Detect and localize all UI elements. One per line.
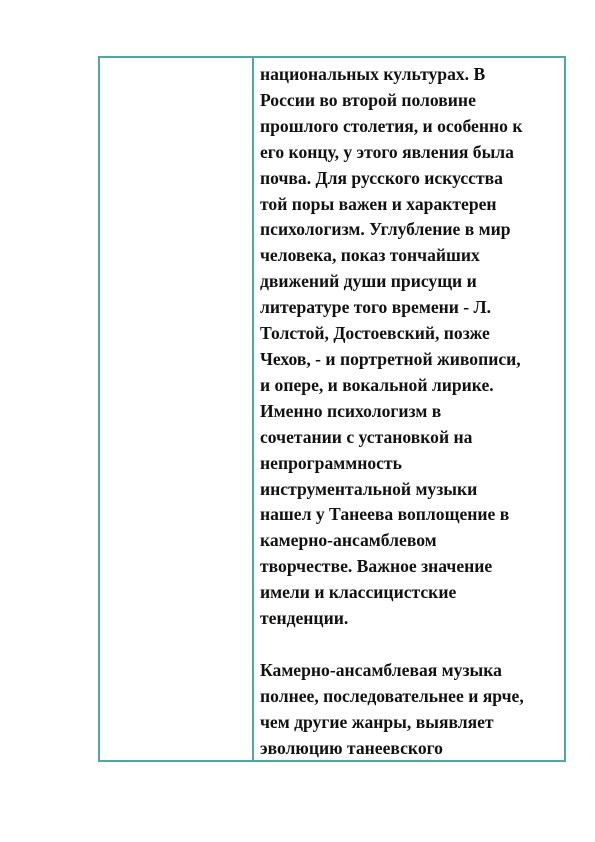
text-line: чем другие жанры, выявляет	[260, 711, 494, 732]
text-line: Камерно-ансамблевая музыка	[260, 659, 502, 680]
paragraph-2	[260, 658, 558, 760]
text-line: непрограммность	[260, 452, 402, 473]
table-left-cell	[100, 58, 254, 760]
text-line: сочетании с установкой на	[260, 426, 473, 447]
paragraph-1	[260, 62, 558, 632]
text-line: той поры важен и характерен	[260, 193, 497, 214]
text-line: инструментальной музыки	[260, 478, 478, 499]
text-line: движений души присущи и	[260, 271, 477, 292]
text-line: России во второй половине	[260, 89, 476, 110]
text-line: творчестве. Важное значение	[260, 556, 493, 577]
document-table	[98, 56, 566, 762]
text-line: психологизм. Углубление в мир	[260, 219, 511, 240]
text-line: прошлого столетия, и особенно к	[260, 115, 523, 136]
text-line: почва. Для русского искусства	[260, 167, 503, 188]
text-line: и опере, и вокальной лирике.	[260, 374, 494, 395]
text-line: его концу, у этого явления была	[260, 141, 514, 162]
text-line: тенденции.	[260, 608, 349, 629]
text-line: национальных культурах. В	[260, 64, 486, 84]
text-line: имели и классицистские	[260, 582, 457, 603]
table-right-cell	[254, 58, 564, 760]
text-line: нашел у Танеева воплощение в	[260, 504, 510, 525]
text-line: камерно-ансамблевом	[260, 530, 437, 551]
text-line: литературе того времени - Л.	[260, 297, 492, 318]
text-line: Именно психологизм в	[260, 400, 442, 421]
text-line: Толстой, Достоевский, позже	[260, 323, 490, 344]
text-line: полнее, последовательнее и ярче,	[260, 685, 524, 706]
text-line: человека, показ тончайших	[260, 245, 480, 266]
text-line: эволюцию танеевского	[260, 737, 443, 758]
text-line: Чехов, - и портретной живописи,	[260, 348, 521, 369]
paragraph-spacer	[260, 632, 558, 658]
